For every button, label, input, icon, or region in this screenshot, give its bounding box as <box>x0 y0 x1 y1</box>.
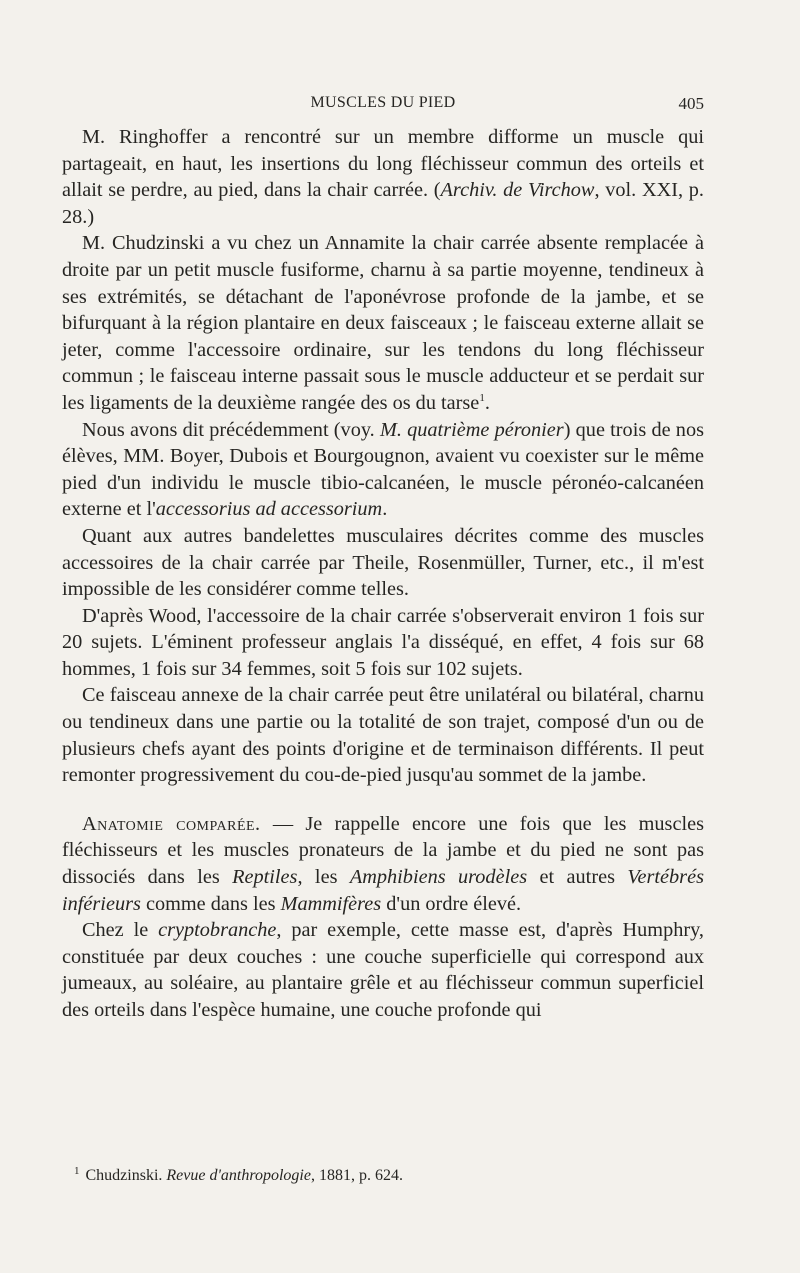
italic-text: Mammifères <box>280 892 382 915</box>
paragraph <box>62 124 704 230</box>
text-run: Ce faisceau annexe de la chair carrée peut être unilatéral ou bilatéral, charnu ou tendineux dans une partie ou la totalité de son trajet, composé d'un ou de plusieurs chefs ayant des points d'origine et de terminaison différents. Il peut remonter progressivement du cou-de-pied jusqu'au sommet de la jambe. <box>62 684 704 787</box>
paragraph <box>62 523 704 603</box>
text-run: M. Ringhoffer a rencontré sur un membre difforme un muscle qui partageait, en haut, les insertions du long fléchisseur commun des orteils et allait se perdre, au pied, dans la chair carrée. ( <box>62 126 704 202</box>
running-title: MUSCLES DU PIED <box>310 94 456 111</box>
footnote-reference: 1 <box>479 392 485 405</box>
text-run: Nous avons dit précédemment (voy. <box>82 418 380 441</box>
text-run: Quant aux autres bandelettes musculaires décrites comme des muscles accessoires de la chair carrée par Theile, Rosenmüller, Turner, etc., il m'est impossible de les considérer comme telles. <box>62 524 704 601</box>
paragraph <box>62 603 704 683</box>
text-run: . <box>382 498 388 521</box>
paragraph <box>62 811 704 917</box>
italic-text: Amphibiens urodèles <box>349 866 528 889</box>
text-run: d'un ordre élevé. <box>381 892 522 915</box>
text-run: et autres <box>527 866 628 889</box>
text-run: , vol. XXI, p. 28.) <box>62 179 704 228</box>
footnote <box>62 1166 704 1186</box>
paragraph <box>62 417 704 523</box>
footnote-mark: 1 <box>74 1164 80 1177</box>
italic-text: M. quatrième péronier <box>379 418 564 441</box>
footnote-citation: , 1881, p. 624. <box>310 1167 403 1184</box>
text-run: . <box>484 391 490 414</box>
italic-text: Archiv. de Virchow <box>440 179 595 202</box>
footnote-journal: Revue d'anthropologie <box>166 1167 311 1184</box>
text-run: M. Chudzinski a vu chez un Annamite la chair carrée absente remplacée à droite par un petit muscle fusiforme, charnu à sa partie moyenne, tendineux à ses extrémités, se détachant de l'aponévrose profonde de la jambe, et se bifurquant à la région plantaire en deux faisceaux ; le faisceau externe allait se jeter, comme l'accessoire ordinaire, sur les tendons du long fléchisseur commun ; le faisceau interne passait sous le muscle adducteur et se perdait sur les ligaments de la deuxième rangée des os du tarse <box>62 232 704 414</box>
text-run: , les <box>297 866 350 889</box>
text-run: comme dans les <box>140 892 281 915</box>
text-run: Chez le <box>82 919 159 942</box>
section-heading: Anatomie comparée. <box>82 812 261 835</box>
italic-text: cryptobranche <box>158 919 277 942</box>
body-text <box>62 124 704 1024</box>
text-run: ) que trois de nos élèves, MM. Boyer, Dubois et Bourgougnon, avaient vu coexister sur le même pied d'un individu le muscle tibio-calcanéen, le muscle péronéo-calcanéen externe et l' <box>62 418 704 521</box>
footnote-author: Chudzinski. <box>85 1167 163 1184</box>
text-run: , par exemple, cette masse est, d'après Humphry, constituée par deux couches : une couche superficielle qui correspond aux jumeaux, au soléaire, au plantaire grêle et au fléchisseur commun superficiel des orteils dans l'espèce humaine, une couche profonde qui <box>62 919 704 1021</box>
italic-text: Vertébrés inférieurs <box>62 866 704 915</box>
page-header <box>62 94 704 118</box>
text-run: D'après Wood, l'accessoire de la chair carrée s'observerait environ 1 fois sur 20 sujets. L'éminent professeur anglais l'a disséqué, en effet, 4 fois sur 68 hommes, 1 fois sur 34 femmes, soit 5 fois sur 102 sujets. <box>62 604 704 680</box>
italic-text: Reptiles <box>232 866 298 889</box>
italic-text: accessorius ad accessorium <box>155 498 383 521</box>
text-run: — Je rappelle encore une fois que les muscles fléchisseurs et les muscles pronateurs de la jambe et du pied ne sont pas dissociés dans les <box>62 812 704 889</box>
paragraph <box>62 230 704 416</box>
paragraph <box>62 682 704 788</box>
paragraph <box>62 917 704 1023</box>
page-number: 405 <box>678 94 704 113</box>
